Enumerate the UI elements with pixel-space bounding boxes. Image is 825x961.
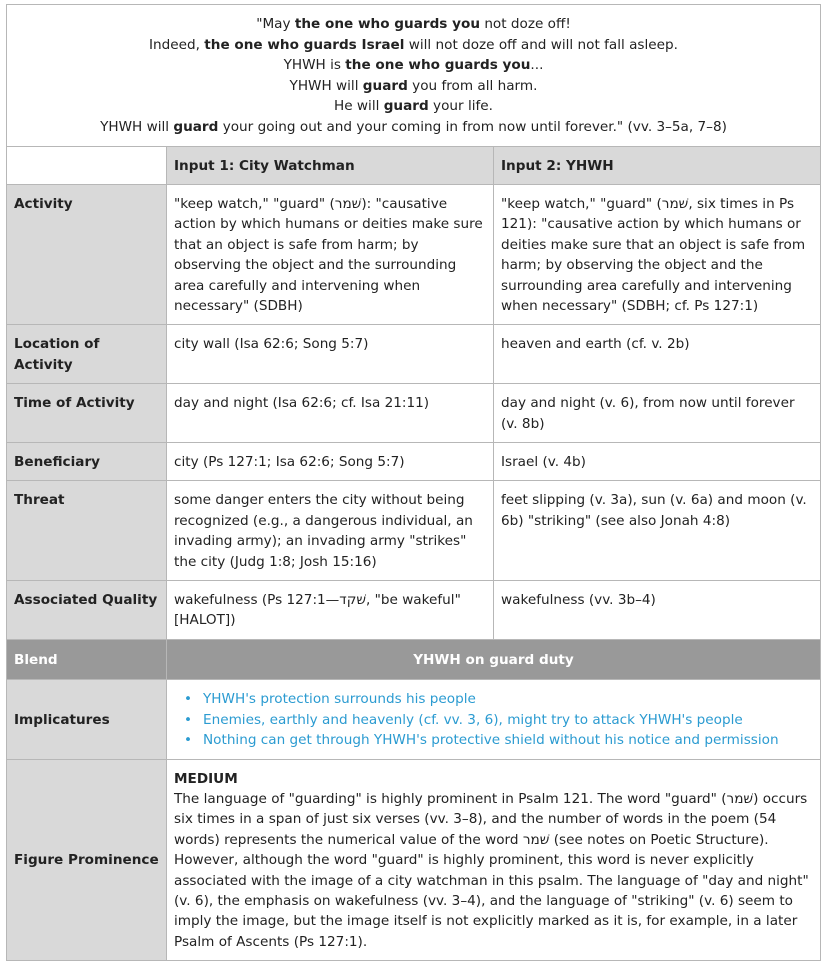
quote-text: your life. <box>428 98 493 115</box>
row-threat <box>7 481 821 581</box>
quote-emphasis: the one who guards you <box>345 57 531 74</box>
quote-emphasis: guard <box>383 98 429 115</box>
row-quality <box>7 581 821 640</box>
activity-input-1: "keep watch," "guard" (שׁמר): "causative action by which humans or deities make sure that an object is safe from harm; by observing the object and the surrounding area carefully and intervening when necessary" (SDBH) <box>167 184 494 324</box>
quote-line <box>15 35 812 56</box>
row-activity <box>7 184 821 324</box>
quote-line <box>15 55 812 76</box>
beneficiary-input-1: city (Ps 127:1; Isa 62:6; Song 5:7) <box>167 443 494 481</box>
blend-label: Blend <box>7 639 167 679</box>
quote-line <box>15 76 812 97</box>
row-implicatures <box>7 680 821 759</box>
quote-text: ... <box>530 57 544 74</box>
location-input-2: heaven and earth (cf. v. 2b) <box>494 325 821 384</box>
implicature-text: YHWH's protection surrounds his people <box>203 691 476 708</box>
header-input-1: Input 1: City Watchman <box>167 146 494 184</box>
quote-text: not doze off! <box>480 16 571 32</box>
quote-emphasis: guard <box>173 118 219 135</box>
prominence-cell <box>167 759 821 961</box>
quality-input-2: wakefulness (vv. 3b–4) <box>494 581 821 640</box>
quote-text: your going out and your coming in from now until forever." (vv. 3–5a, 7–8) <box>218 118 727 135</box>
quote-emphasis: guard <box>362 77 408 94</box>
row-label-threat: Threat <box>7 481 167 581</box>
quote-text: you from all harm. <box>407 77 538 94</box>
header-empty-cell <box>7 146 167 184</box>
row-label-location: Location of Activity <box>7 325 167 384</box>
blend-title: YHWH on guard duty <box>167 639 821 679</box>
bullet-icon: • <box>184 711 193 728</box>
prominence-level: MEDIUM <box>174 770 238 787</box>
quote-text: "May <box>256 16 295 32</box>
header-input-2: Input 2: YHWH <box>494 146 821 184</box>
implicature-text: Enemies, earthly and heavenly (cf. vv. 3, 6), might try to attack YHWH's people <box>203 711 743 728</box>
quote-text: will not doze off and will not fall asleep. <box>404 36 678 53</box>
implicatures-cell <box>167 680 821 759</box>
scripture-quote <box>7 5 821 147</box>
quote-text: He will <box>334 98 384 115</box>
quote-line <box>15 96 812 117</box>
quote-emphasis: the one who guards Israel <box>204 36 405 53</box>
row-label-activity: Activity <box>7 184 167 324</box>
bullet-icon: • <box>184 732 193 749</box>
implicature-item <box>182 710 813 730</box>
implicature-item <box>182 730 813 750</box>
psalm-figure-table-wrapper <box>6 4 821 961</box>
row-label-beneficiary: Beneficiary <box>7 443 167 481</box>
implicature-text: Nothing can get through YHWH's protective shield without his notice and permission <box>203 732 779 749</box>
prominence-label: Figure Prominence <box>7 759 167 961</box>
threat-input-1: some danger enters the city without being recognized (e.g., a dangerous individual, an invading army); an invading army "strikes" the city (Judg 1:8; Josh 15:16) <box>167 481 494 581</box>
quality-input-1: wakefulness (Ps 127:1—שׁקד, "be wakeful" [HALOT]) <box>167 581 494 640</box>
row-time <box>7 384 821 443</box>
threat-input-2: feet slipping (v. 3a), sun (v. 6a) and moon (v. 6b) "striking" (see also Jonah 4:8) <box>494 481 821 581</box>
row-location <box>7 325 821 384</box>
implicatures-list <box>174 689 813 750</box>
implicatures-label: Implicatures <box>7 680 167 759</box>
row-blend <box>7 639 821 679</box>
location-input-1: city wall (Isa 62:6; Song 5:7) <box>167 325 494 384</box>
beneficiary-input-2: Israel (v. 4b) <box>494 443 821 481</box>
quote-text: Indeed, <box>149 36 205 53</box>
quote-line <box>15 117 812 138</box>
prominence-text: The language of "guarding" is highly prominent in Psalm 121. The word "guard" (שׁמר) occurs six times in a span of just six verses (vv. 3–8), and the number of words in the poem (54 words) represents the numerical value of the word שׁמר (see notes on Poetic Structure). However, although the word "guard" is highly prominent, this word is never explicitly associated with the image of a city watchman in this psalm. The language of "day and night" (v. 6), the emphasis on wakefulness (vv. 3–4), and the language of "striking" (v. 6) seem to imply the image, but the image itself is not explicitly marked as it is, for example, in a later Psalm of Ascents (Ps 127:1). <box>174 790 809 950</box>
header-row <box>7 146 821 184</box>
row-label-time: Time of Activity <box>7 384 167 443</box>
quote-text: YHWH is <box>283 57 346 74</box>
row-label-quality: Associated Quality <box>7 581 167 640</box>
quote-row <box>7 5 821 147</box>
time-input-2: day and night (v. 6), from now until forever (v. 8b) <box>494 384 821 443</box>
quote-text: YHWH will <box>289 77 363 94</box>
quote-line <box>15 14 812 35</box>
figure-analysis-table <box>6 4 821 961</box>
row-beneficiary <box>7 443 821 481</box>
row-prominence <box>7 759 821 961</box>
time-input-1: day and night (Isa 62:6; cf. Isa 21:11) <box>167 384 494 443</box>
quote-emphasis: the one who guards you <box>294 16 480 32</box>
bullet-icon: • <box>184 691 193 708</box>
quote-text: YHWH will <box>100 118 174 135</box>
activity-input-2: "keep watch," "guard" (שׁמר, six times in Ps 121): "causative action by which humans or deities make sure that an object is safe from harm; by observing the object and the surrounding area carefully and intervening when necessary" (SDBH; cf. Ps 127:1) <box>494 184 821 324</box>
implicature-item <box>182 689 813 709</box>
